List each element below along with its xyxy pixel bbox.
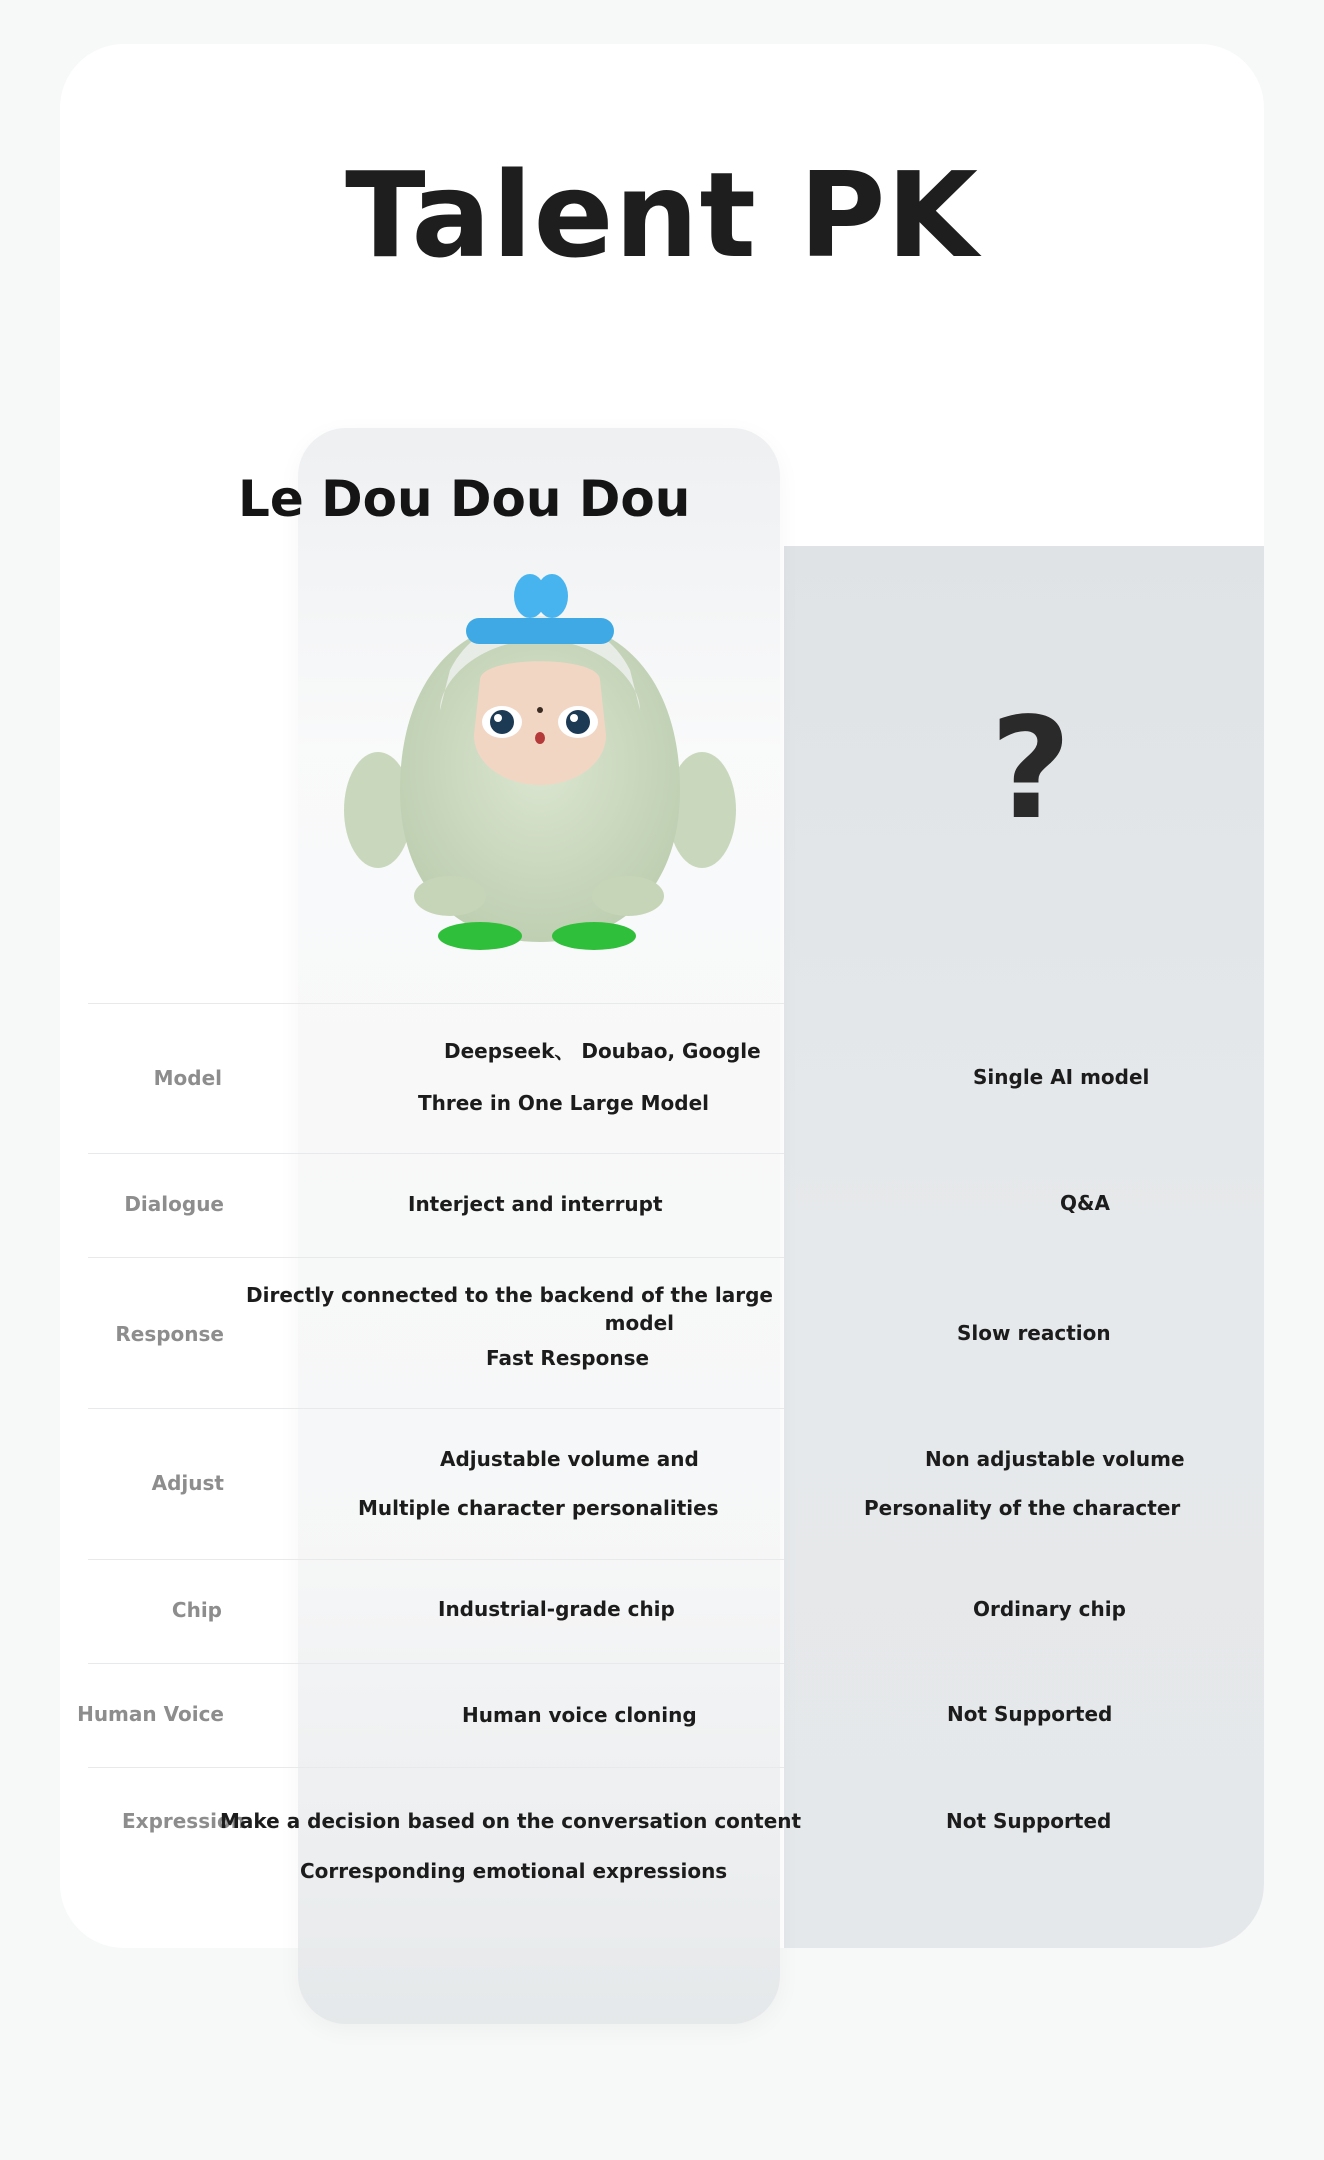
- human-voice-theirs: Not Supported: [947, 1702, 1113, 1726]
- row-label-expression: Expression: [122, 1809, 245, 1833]
- adjust-theirs-line-1: Non adjustable volume: [925, 1447, 1185, 1471]
- row-divider: [88, 1408, 784, 1409]
- adjust-theirs-line-2: Personality of the character: [864, 1496, 1181, 1520]
- adjust-ours-line-1: Adjustable volume and: [440, 1447, 699, 1471]
- row-label-model: Model: [153, 1066, 222, 1090]
- row-label-adjust: Adjust: [151, 1471, 224, 1495]
- adjust-ours-line-2: Multiple character personalities: [358, 1496, 719, 1520]
- human-voice-ours: Human voice cloning: [462, 1703, 697, 1727]
- model-theirs: Single AI model: [973, 1065, 1150, 1089]
- row-divider: [88, 1257, 784, 1258]
- chip-theirs: Ordinary chip: [973, 1597, 1126, 1621]
- row-divider: [88, 1767, 784, 1768]
- row-divider: [88, 1003, 784, 1004]
- expression-ours-line-1: Make a decision based on the conversation content: [220, 1809, 802, 1833]
- row-divider: [88, 1153, 784, 1154]
- row-label-human-voice: Human Voice: [77, 1702, 224, 1726]
- model-ours-line-1: Deepseek、 Doubao, Google: [444, 1039, 761, 1063]
- response-ours-line-3: Fast Response: [486, 1346, 650, 1370]
- product-name: Le Dou Dou Dou: [238, 470, 691, 528]
- row-label-response: Response: [115, 1322, 224, 1346]
- response-ours-line-2: model: [604, 1311, 674, 1335]
- mascot-image: [330, 560, 750, 960]
- row-label-dialogue: Dialogue: [124, 1192, 224, 1216]
- expression-ours-line-2: Corresponding emotional expressions: [300, 1859, 728, 1883]
- dialogue-ours: Interject and interrupt: [408, 1192, 663, 1216]
- model-ours-line-2: Three in One Large Model: [418, 1091, 709, 1115]
- row-divider: [88, 1559, 784, 1560]
- dialogue-theirs: Q&A: [1060, 1191, 1110, 1215]
- page-title: Talent PK: [345, 146, 979, 284]
- competitor-question-mark: ?: [990, 688, 1072, 851]
- response-ours-line-1: Directly connected to the backend of the large: [246, 1283, 773, 1307]
- row-divider: [88, 1663, 784, 1664]
- response-theirs: Slow reaction: [957, 1321, 1111, 1345]
- expression-theirs: Not Supported: [946, 1809, 1112, 1833]
- chip-ours: Industrial-grade chip: [438, 1597, 675, 1621]
- row-label-chip: Chip: [171, 1598, 222, 1622]
